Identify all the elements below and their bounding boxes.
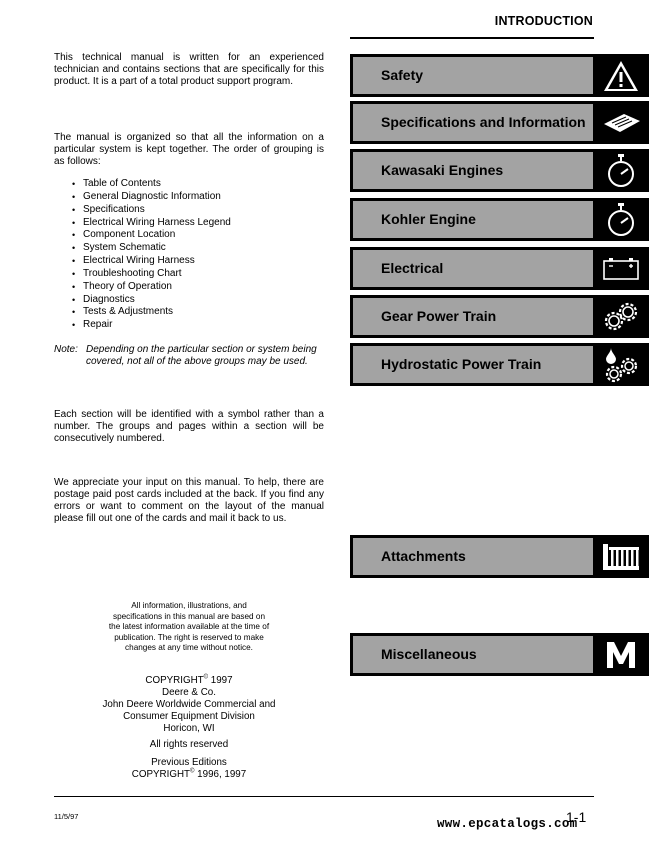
disclaimer-line: publication. The right is reserved to make xyxy=(114,632,264,642)
intro-paragraph-3: Each section will be identified with a symbol rather than a number. The groups and pages within a section will be consecutively numbered. xyxy=(54,409,324,444)
engine-gauge-icon xyxy=(596,201,646,238)
section-label: Miscellaneous xyxy=(353,636,593,673)
copyright-years: 1996, 1997 xyxy=(194,768,247,780)
engine-gauge-icon xyxy=(596,152,646,189)
page-number: 1-1 xyxy=(566,809,587,825)
list-item: • Troubleshooting Chart xyxy=(72,268,231,281)
note-label: Note: xyxy=(54,344,78,355)
list-item: • Electrical Wiring Harness Legend xyxy=(72,217,231,230)
list-item: • System Schematic xyxy=(72,242,231,255)
disclaimer xyxy=(54,601,324,654)
previous-editions-label: Previous Editions xyxy=(151,756,227,768)
section-label: Kawasaki Engines xyxy=(353,152,593,189)
document-icon xyxy=(596,104,646,141)
list-item: • Electrical Wiring Harness xyxy=(72,255,231,268)
disclaimer-line: changes at any time without notice. xyxy=(125,643,253,653)
section-tab-hydrostatic-power-train[interactable] xyxy=(350,343,649,386)
section-label: Hydrostatic Power Train xyxy=(353,346,593,383)
copyright-word: COPYRIGHT xyxy=(131,768,191,780)
list-item: • Repair xyxy=(72,319,231,332)
section-tab-kohler-engine[interactable] xyxy=(350,198,649,241)
attachment-comb-icon xyxy=(596,538,646,575)
section-label: Specifications and Information xyxy=(353,104,593,141)
section-tab-gear-power-train[interactable] xyxy=(350,295,649,338)
section-tab-safety[interactable] xyxy=(350,54,649,97)
copyright-line xyxy=(54,675,324,687)
intro-paragraph-2: The manual is organized so that all the information on a particular system is kept together. The order of grouping is as follows: xyxy=(54,132,324,167)
grouping-list xyxy=(72,178,231,332)
disclaimer-line: the latest information available at the time of xyxy=(108,622,270,632)
list-item: • Theory of Operation xyxy=(72,281,231,294)
intro-paragraph-1: This technical manual is written for an experienced technician and contains sections that are specifically for this product. It is a part of a total product support program. xyxy=(54,52,324,87)
section-tab-specifications[interactable] xyxy=(350,101,649,144)
company-name: Deere & Co. xyxy=(162,687,216,699)
footer-divider xyxy=(54,796,594,797)
note xyxy=(54,344,329,367)
section-label: Gear Power Train xyxy=(353,298,593,335)
list-item: • Component Location xyxy=(72,229,231,242)
warning-triangle-icon xyxy=(596,57,646,94)
section-label: Safety xyxy=(353,57,593,94)
copyright-mark: © xyxy=(203,674,209,681)
list-item: • General Diagnostic Information xyxy=(72,191,231,204)
disclaimer-line: All information, illustrations, and xyxy=(131,601,247,610)
list-item: • Specifications xyxy=(72,204,231,217)
section-tab-attachments[interactable] xyxy=(350,535,649,578)
note-text: Depending on the particular section or system being covered, not all of the above groups may be used. xyxy=(86,344,317,367)
list-item: • Tests & Adjustments xyxy=(72,306,231,319)
watermark-url: www.epcatalogs.com xyxy=(437,817,578,831)
section-tab-electrical[interactable] xyxy=(350,247,649,290)
hydraulic-gears-icon xyxy=(596,346,646,383)
letter-m-icon xyxy=(596,636,646,673)
section-tab-kawasaki-engines[interactable] xyxy=(350,149,649,192)
header-divider xyxy=(350,37,594,39)
section-label: Attachments xyxy=(353,538,593,575)
location: Horicon, WI xyxy=(163,723,215,735)
copyright-year: 1997 xyxy=(208,675,233,686)
gears-icon xyxy=(596,298,646,335)
previous-copyright-line xyxy=(54,769,324,781)
section-tab-miscellaneous[interactable] xyxy=(350,633,649,676)
footer-date: 11/5/97 xyxy=(54,812,79,821)
copyright-block xyxy=(54,675,324,781)
list-item: • Diagnostics xyxy=(72,294,231,307)
copyright-word: COPYRIGHT xyxy=(145,675,204,686)
section-label: Electrical xyxy=(353,250,593,287)
rights-reserved: All rights reserved xyxy=(149,739,229,751)
disclaimer-line: specifications in this manual are based on xyxy=(112,611,265,621)
section-label: Kohler Engine xyxy=(353,201,593,238)
division-line-1: John Deere Worldwide Commercial and xyxy=(102,699,276,711)
battery-icon xyxy=(596,250,646,287)
division-line-2: Consumer Equipment Division xyxy=(123,711,255,723)
intro-paragraph-4: We appreciate your input on this manual. To help, there are postage paid post cards included at the back. If you find any errors or want to comment on the layout of the manual please fill out one of the cards and mail it back to us. xyxy=(54,477,324,524)
copyright-mark: © xyxy=(190,768,195,775)
list-item: • Table of Contents xyxy=(72,178,231,191)
page-header-title: INTRODUCTION xyxy=(494,14,593,28)
